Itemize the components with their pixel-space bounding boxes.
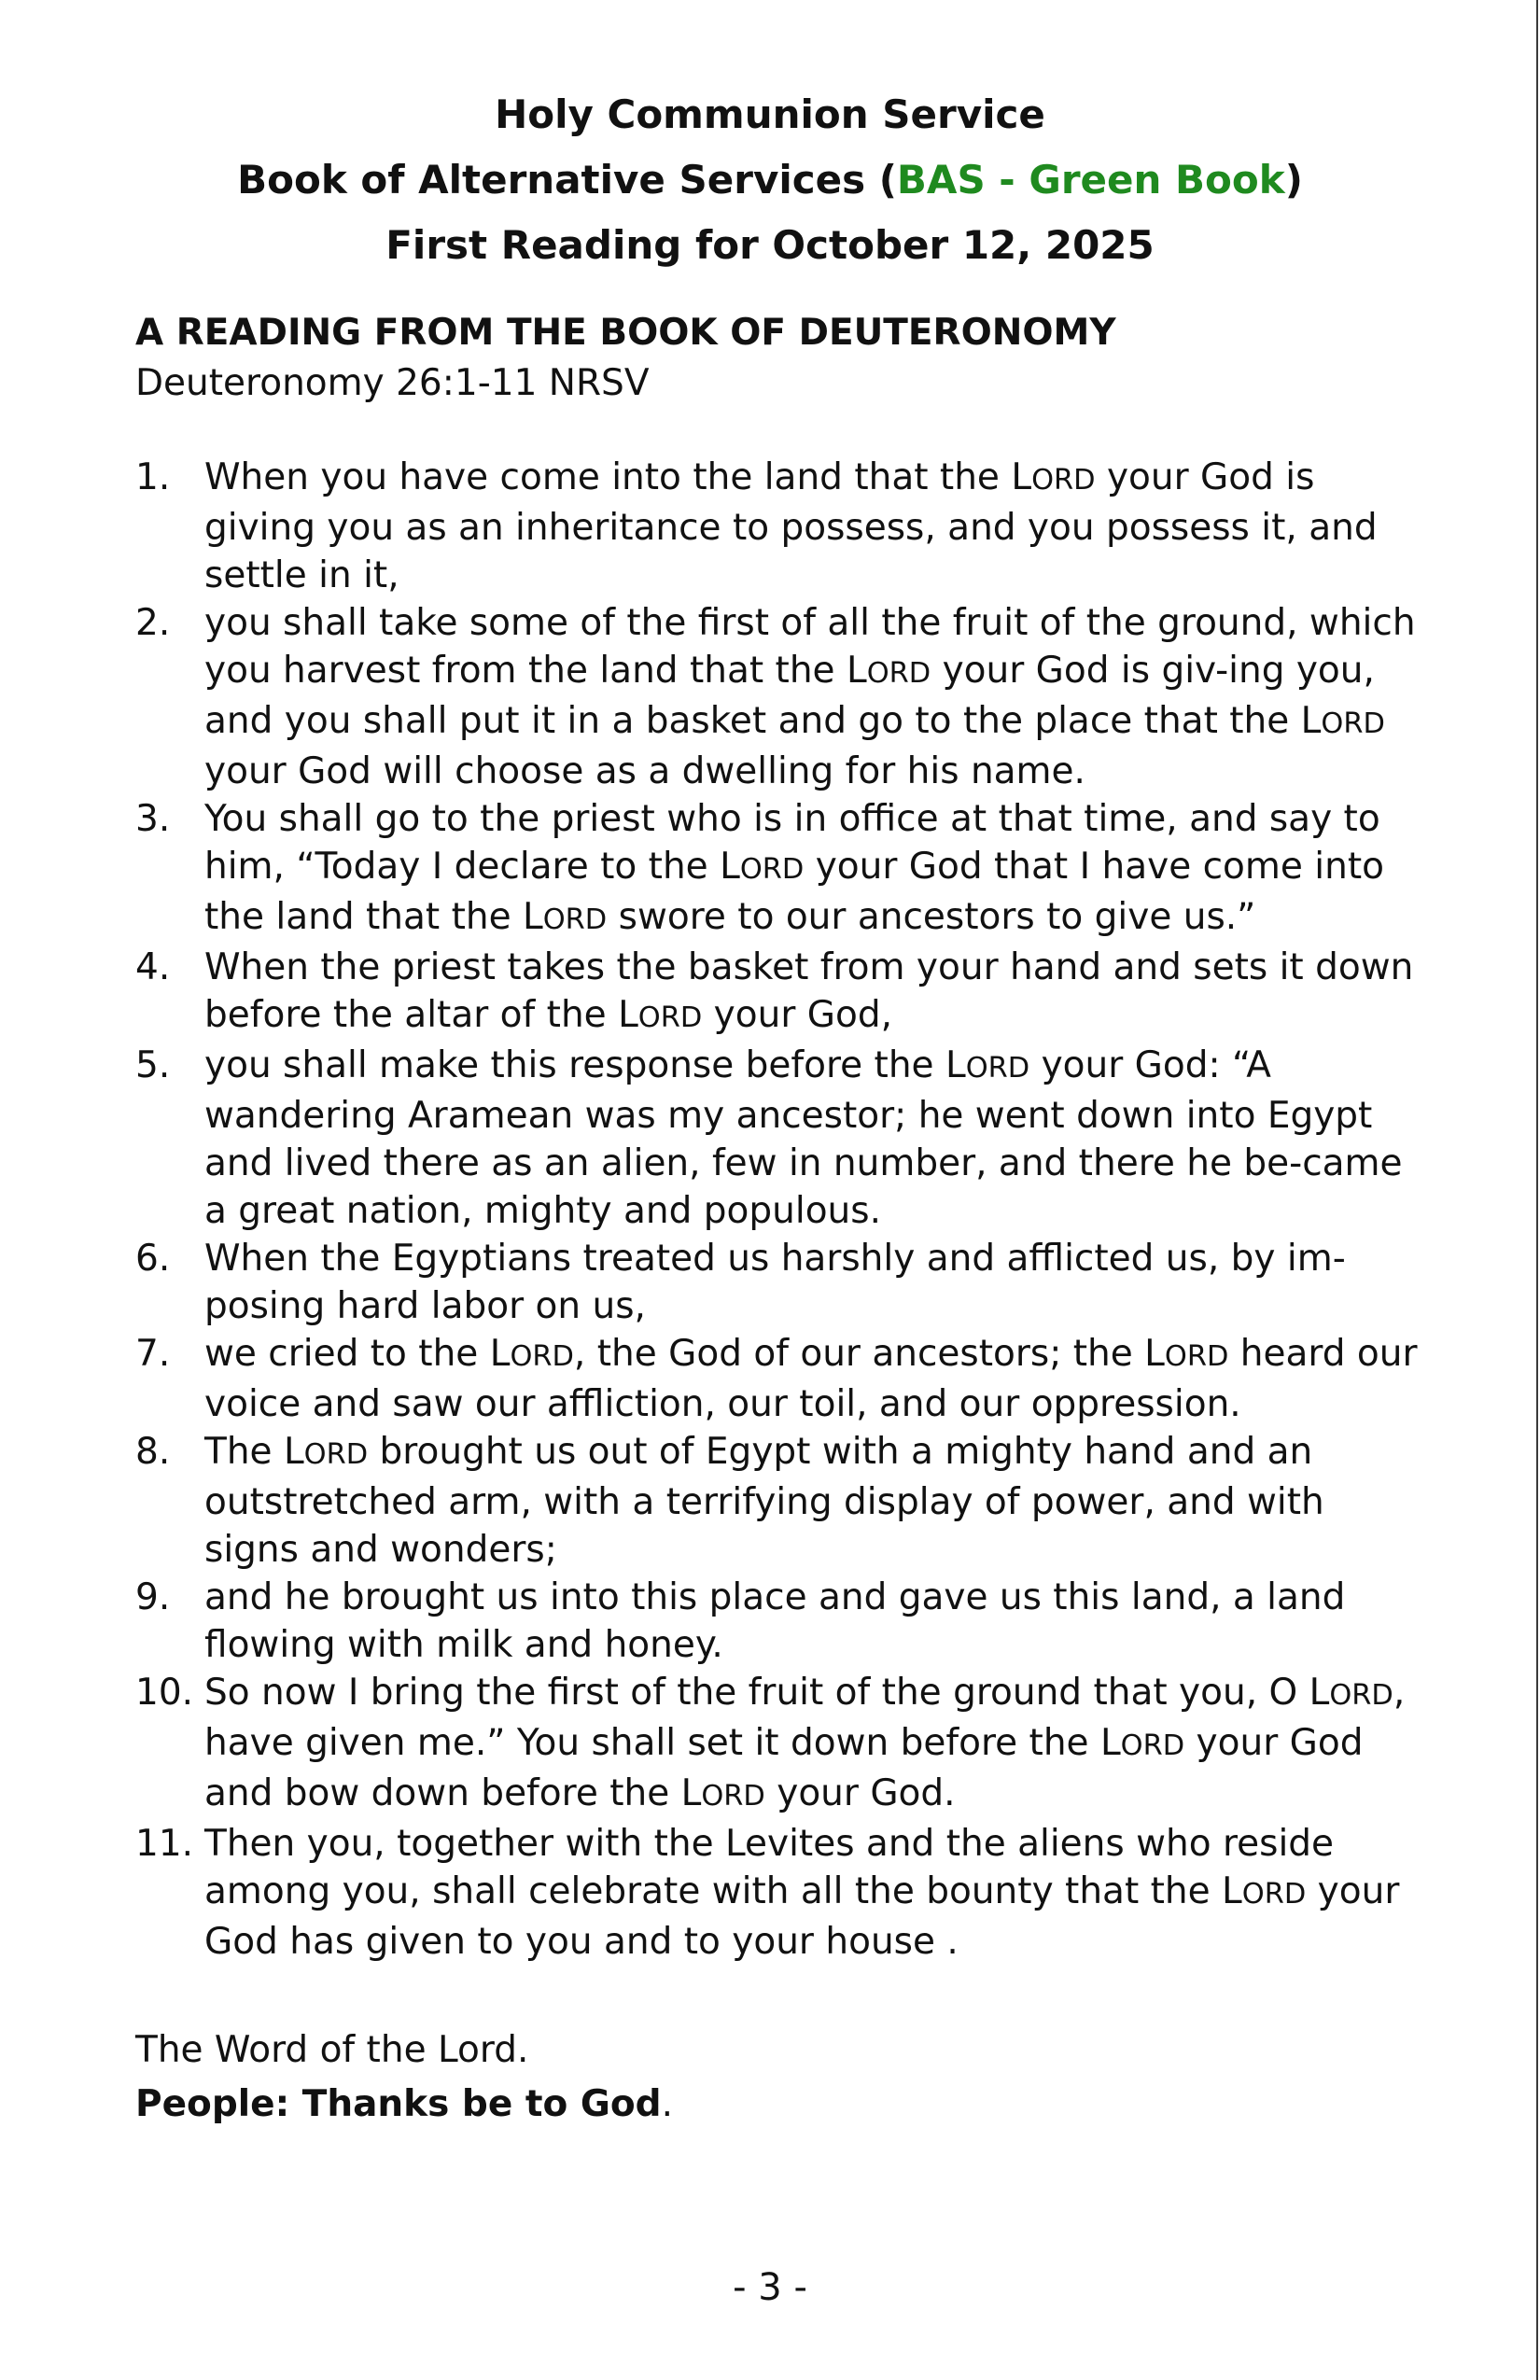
divine-name: LORD xyxy=(1099,1722,1185,1764)
page-edge-rule xyxy=(1536,0,1538,2380)
verse-number: 6. xyxy=(135,1238,171,1280)
divine-name: LORD xyxy=(1222,1870,1307,1912)
divine-name: LORD xyxy=(720,846,805,888)
verse-number: 8. xyxy=(135,1431,171,1473)
divine-name: LORD xyxy=(1011,456,1096,498)
verse-item: 6. When the Egyptians treated us harshly and afflicted us, by im-posing hard labor on us, xyxy=(135,1235,1423,1330)
divine-name: LORD xyxy=(1309,1672,1393,1714)
page-number: - 3 - xyxy=(733,2266,807,2309)
verse-number: 10. xyxy=(135,1672,194,1714)
verse-number: 4. xyxy=(135,946,171,988)
closing-statement: The Word of the Lord. xyxy=(135,2029,529,2071)
divine-name: LORD xyxy=(1300,700,1385,742)
verse-item: 1. When you have come into the land that the LORD your God is giving you as an inheritance to possess, and you possess it, and settle in it, xyxy=(135,454,1423,599)
book-title-prefix: Book of Alternative Services ( xyxy=(237,157,897,203)
book-title-suffix: ) xyxy=(1284,157,1303,203)
verse-number: 9. xyxy=(135,1576,171,1618)
divine-name: LORD xyxy=(618,994,703,1036)
reading-title: A READING FROM THE BOOK OF DEUTERONOMY xyxy=(135,312,1116,354)
reading-date-title: First Reading for October 12, 2025 xyxy=(385,222,1155,268)
scripture-reference: Deuteronomy 26:1-11 NRSV xyxy=(135,362,650,404)
reading-content xyxy=(135,308,1423,2132)
verse-item: 3. You shall go to the priest who is in office at that time, and say to him, “Today I declare to the LORD your God that I have come into the land that the LORD swore to our ancestors to give us.” xyxy=(135,795,1423,944)
people-response-bold: People: Thanks be to God xyxy=(135,2083,662,2125)
divine-name: LORD xyxy=(846,650,931,692)
service-title: Holy Communion Service xyxy=(495,91,1045,137)
verse-number: 3. xyxy=(135,798,171,840)
closing xyxy=(135,2023,1423,2132)
divine-name: LORD xyxy=(680,1772,765,1814)
verse-item: 11. Then you, together with the Levites and the aliens who reside among you, shall celebrate with all the bounty that the LORD your God has given to you and to your house . xyxy=(135,1820,1423,1966)
verse-item: 4. When the priest takes the basket from your hand and sets it down before the altar of the LORD your God, xyxy=(135,944,1423,1042)
verse-number: 1. xyxy=(135,456,171,498)
divine-name: LORD xyxy=(1144,1333,1229,1375)
verse-number: 2. xyxy=(135,602,171,644)
people-response-end: . xyxy=(661,2083,674,2125)
divine-name: LORD xyxy=(283,1431,369,1473)
book-title-highlight: BAS - Green Book xyxy=(896,157,1285,203)
verse-item: 5. you shall make this response before the LORD your God: “A wandering Aramean was my ancestor; he went down into Egypt and lived there as an alien, few in number, and there he be-came a great nation, mighty and populous. xyxy=(135,1042,1423,1235)
people-response xyxy=(135,2078,1423,2132)
verse-number: 5. xyxy=(135,1044,171,1086)
verse-item: 7. we cried to the LORD, the God of our ancestors; the LORD heard our voice and saw our affliction, our toil, and our oppression. xyxy=(135,1330,1423,1428)
verse-list xyxy=(135,454,1423,1966)
divine-name: LORD xyxy=(523,896,608,938)
verse-item: 8. The LORD brought us out of Egypt with a mighty hand and an outstretched arm, with a terrifying display of power, and with signs and wonders; xyxy=(135,1428,1423,1574)
verse-item: 2. you shall take some of the first of all the fruit of the ground, which you harvest from the land that the LORD your God is giv-ing you, and you shall put it in a basket and go to the place that the LORD your God will choose as a dwelling for his name. xyxy=(135,599,1423,795)
verse-number: 7. xyxy=(135,1333,171,1375)
divine-name: LORD xyxy=(945,1044,1030,1086)
service-header xyxy=(0,82,1540,278)
verse-item: 10. So now I bring the first of the fruit of the ground that you, O LORD, have given me.” You shall set it down before the LORD your God and bow down before the LORD your God. xyxy=(135,1669,1423,1820)
divine-name: LORD xyxy=(489,1333,574,1375)
verse-number: 11. xyxy=(135,1823,194,1865)
verse-item: 9. and he brought us into this place and gave us this land, a land flowing with milk and honey. xyxy=(135,1574,1423,1669)
book-title xyxy=(0,147,1540,213)
